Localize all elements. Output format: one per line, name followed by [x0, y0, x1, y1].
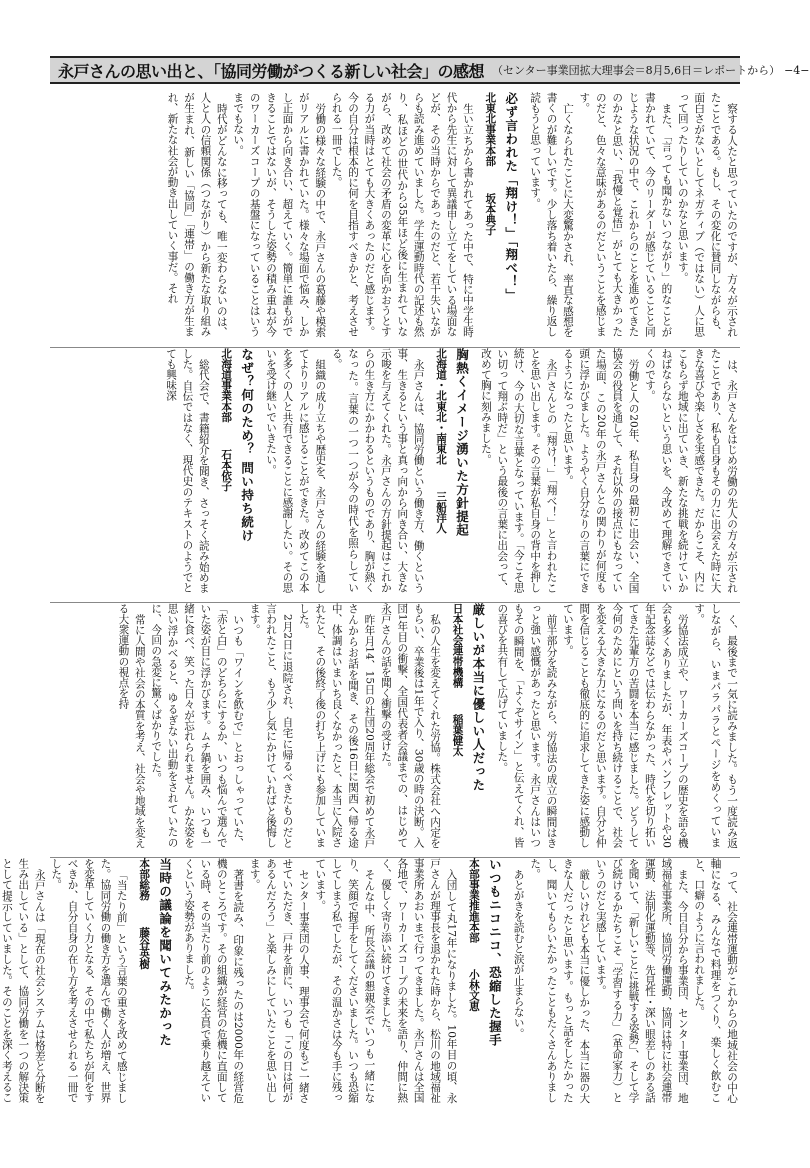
body-paragraph: 労働の様々な経験の中で、永戸さんの葛藤や模索がリアルに書かれていた。様々な場面で悩み、しかし正面から向き合い、超えていく。簡単に誰もができることではないが、そうした姿勢の積み重ねが今のワーカーズコープの基盤になっていることはいうまでもない。 — [232, 92, 327, 337]
author-byline — [218, 348, 234, 593]
author-name: 稲葉健太 — [451, 714, 464, 757]
page-number: −4− — [784, 63, 810, 77]
section-heading: 当時の議論を聞いてみたかった — [157, 858, 173, 1047]
article-header — [50, 56, 810, 84]
body-paragraph: 亡くなられたことに大変驚かされ、率直な感想を書くのが難しいです。少し落ち着いたら、繰り返し読もうと思っています。 — [529, 92, 574, 337]
body-paragraph: 昨年月14、15日の社団20周年総会で初めて永戸さんからお話を聞き、その後16日に関西へ帰る途中、体調はいまいち良くなかったと、本当に入院されたと、その後終了後の打ち上げにも参加していました。 — [297, 603, 376, 848]
article-tier-3 — [50, 602, 740, 848]
page-title: 永戸さんの思い出と、「協同労働がつくる新しい社会」の感想 — [58, 61, 485, 81]
body-paragraph: 厳しいけれども本当に優しかった、本当に器の大きな人だったと思います。もっと話をしたかったし、聞いてもらいたかったこともたくさんありました。 — [529, 858, 591, 1103]
article-tier-4 — [0, 857, 740, 1103]
body-paragraph: そんな中、所長会議の懇親会でいつも一緒になり、笑顔で握手をしてくださいました。いつも恐縮してしまう私でしたが、その温かさは今も手に残っています。 — [314, 858, 376, 1103]
body-paragraph: って、社会連帯運動がこれからの地域社会の中心軸になる、みんなで料理をつくり、楽しく飲むこと、口癖のように言われました。 — [693, 858, 738, 1103]
body-paragraph: 2月2日に退院され、自宅に帰るべきたものだと言われたこと、もう少し気にかけていればと後悔します。 — [248, 603, 294, 848]
body-paragraph: 「当たり前」という言葉の重さを改めて感じました。協同労働の働き方を選んで働く人が増え、世界を変革していく力となる、その中で私たちが何をすべきか、自分自身の在り方を考えさせられる一冊でした。 — [50, 858, 128, 1103]
section-heading: 胸熱くイメージ湧いた方針提起 — [454, 348, 470, 537]
body-paragraph: 常に人間や社会の本質を考え、社会や地域を変える大衆運動の視点を持 — [117, 603, 146, 848]
body-paragraph: は、永戸さんをはじめ労働の先人の方々が示されたことであり、私も自身もその力に出会えた時に大きな喜びや楽しさを実感できた。だからこそ、内にこもらず地域に出ていき、新たな挑戦を続けていかねばならないという思いを、今改めて理解できていくのです。 — [643, 348, 738, 593]
article-tier-1 — [50, 92, 740, 337]
article-tier-2 — [50, 347, 740, 593]
body-paragraph: 永戸さんは「現在の社会システムは格差と分断を生み出している」として、協同労働を一つの解決策として提示していました。そのことを深く考えるこ — [0, 858, 46, 1103]
author-name: 坂本典子 — [484, 192, 497, 236]
author-org: 日本社会連帯機構 — [451, 603, 464, 688]
author-org: 本部事業推進本部 — [467, 858, 480, 943]
author-name: 三船洋人 — [435, 491, 448, 534]
body-paragraph: センター事業団の人事、理事会で何度もご一緒させていただき、戸井を前に、いつも「この日は何があるんだろう」と楽しみにしていたことを思い出します。 — [248, 858, 310, 1103]
author-byline — [136, 858, 152, 1103]
author-name: 小林文恵 — [467, 969, 480, 1012]
body-paragraph: 前半部分を読みながら、労協法の成立の瞬間はきっと強い感慨があったと思います。永戸さんはいつもその瞬間を、「よくぞサイン」と伝えてくれ、皆の喜びを共有して広げていました。 — [496, 603, 558, 848]
body-paragraph: いつも「ワインを飲むで」とおっしゃっていた、「赤と白」のどちらにするか、いつも悩んで選んでいた姿が目に浮かびます。ムチ鍋を囲み、いつも一緒に食べ、笑った日々が忘れられません。かな姿を思い浮かべると、ゆるぎない出動をされていたのに、今回の急変に驚くばかりでした。 — [150, 603, 245, 848]
body-paragraph: あとがきを読むと涙が止まらない。 — [512, 868, 525, 1039]
author-org: 北海道・北東北・南東北 — [435, 348, 448, 465]
section-heading: いつもニコニコ、恐縮した握手 — [487, 858, 503, 1047]
author-byline — [466, 858, 482, 1103]
body-paragraph: 永戸さんは、協同労働という働き方、働くという事、生きるという事と真っ向から向き合い、大きな示唆を与えてくれた。永戸さんの方針提起はこれからの生き方にかかわるというものであり、胸が熱くなった。言葉の一つ一つが今の時代を照らしている。 — [330, 348, 425, 593]
body-paragraph: 察する人たと思っていたのですが、方々が示されたことである。もし、その変化に賛同しながらも、面白さがないとしてネガティブ（ではない）人に思って回ったりしていのかなと思います。 — [676, 92, 738, 337]
body-paragraph: 私の人生を変えてくれた労協。株式会社へ内定をもらい、卒業後は1年で入り、30歳の時の決断。入団1年目の衝撃、全国代表者会議までの、はじめて永戸さんの話を聞く衝撃の受けた。 — [379, 603, 442, 848]
body-paragraph: 組織の成り立ちや歴史を、永戸さんの経験を通してよりリアルに感じることができた。改めてこの本を多くの人と共有できることに感謝したい。その思いを受け継いでいきたい。 — [265, 348, 327, 593]
page-subtitle: （センター事業団拡大理事会＝8月5,6日＝レポートから） — [492, 64, 781, 77]
body-paragraph: また、今日自分から事業団、センター事業団、地域福祉事業所、協同労働運動、協同は特に社会連帯運動、法制化運動等、先見性・深い眼差しのある話を聞いて、「新しいことに挑戦する姿勢」、そして学び続けるかたちこそ「学習する力」（革命家力）というのだと実感しています。 — [594, 858, 689, 1103]
author-byline — [449, 603, 465, 848]
section-heading: 厳しいが本当に優しい人だった — [470, 603, 486, 792]
author-name: 藤谷英樹 — [138, 926, 151, 970]
body-paragraph: く、最後まで一気に読みました。もう一度読み返しながら、いまパラパラとページをめくっています。 — [693, 603, 738, 848]
section-heading: 必ず言われた「翔け！」「翔べ！」 — [503, 92, 519, 302]
body-paragraph: 著書を読み、印象に残ったのは2000年の経営危機のところです。その組織が経営の危機に直面している時、その当たり前のように全員で乗り越えていくという姿勢がありました。 — [183, 858, 245, 1103]
body-paragraph: 入団して丸17年になりました。10年目の頃、永戸さんが理事長を退かれた時から、松川の地域福祉事業所あおいまで行ってきました。永戸さんは全国各地で、ワーカーズコープの未来を語り、仲間に熱く、優しく寄り添い続けてきました。 — [379, 858, 458, 1103]
author-org: 北東北事業本部 — [484, 92, 497, 167]
article-body — [0, 92, 740, 1112]
body-paragraph: 時代がどんなに移っても、唯一変わらないのは、人と人の信頼関係（つながり）から新たな取り組みが生まれ、新しい「協同」「連帯」の働き方が生まれ、新たな社会が動き出していく事だ。それ — [166, 92, 228, 337]
body-paragraph: また、「言っても聞かないつながり」的なことが書かれていて、今のリーダーが感じていることと同じような状況の中で、これからのことを進めてきたのかなと思い、「我慢と覚悟」がとても大きかったのだと、色々な意味があるのだということを感じます。 — [578, 92, 673, 337]
body-paragraph: 労協法成立や、ワーカーズコープの歴史を語る機会も多くありましたが、年表やパンフレットや30年記念誌などでは伝わらなかった、時代を切り拓いてきた先輩方の苦闘を本当に感じました。どうして今何のためにという問いを持ち続けることで、社会を変える大きな力になるのだと思います。自分と仲間を信じることも徹底的に追求してきた姿に感動しています。 — [561, 603, 689, 848]
author-byline — [482, 92, 498, 337]
body-paragraph: 総代会で、書籍紹介を聞き、さっそく読み始めました。自伝ではなく、現代史のテキストのようでとても興味深 — [165, 348, 210, 593]
body-paragraph: 労働と人の20年、私自身の最初に出会い、全国協会の役員を通して、それ以外の接点にもなっていた場面、この20年の永戸さんとの関わりが何度も頭に浮かびました。ようやく自分なりの言葉にできるようになったと思います。 — [561, 348, 640, 593]
author-org: 北海道事業本部 — [220, 348, 233, 423]
section-heading: なぜ？何のため？ 問い持ち続け — [239, 348, 255, 543]
author-byline — [433, 348, 449, 593]
author-name: 石本依子 — [220, 448, 233, 492]
author-org: 本部総務 — [138, 858, 151, 901]
body-paragraph: 生い立ちから書かれてあった中で、特に中学生時代から先生に対して異議申し立てをしている場面などが、その当時からであったのだと、若干失いながらも読み進めていました。学生運動時代の記述も然り、私ほどの世代から35年ほど後に生まれていながら、改めて社会の矛盾の変革に心を向かおうとする力が当時はとても大きくあったのだと感じます。今の自分は根本的に何を目指すべきかと、考えさせられる一冊でした。 — [330, 92, 474, 337]
body-paragraph: 永戸さんとの「翔け！」「翔べ！」と言われたことを思い出します。その言葉が私自身の背中を押し続け、今の大切な言葉となっています。「今こそ思い切って翔ぶ時だ」という最後の言葉に出会って、改めて胸に刻みました。 — [479, 348, 558, 593]
